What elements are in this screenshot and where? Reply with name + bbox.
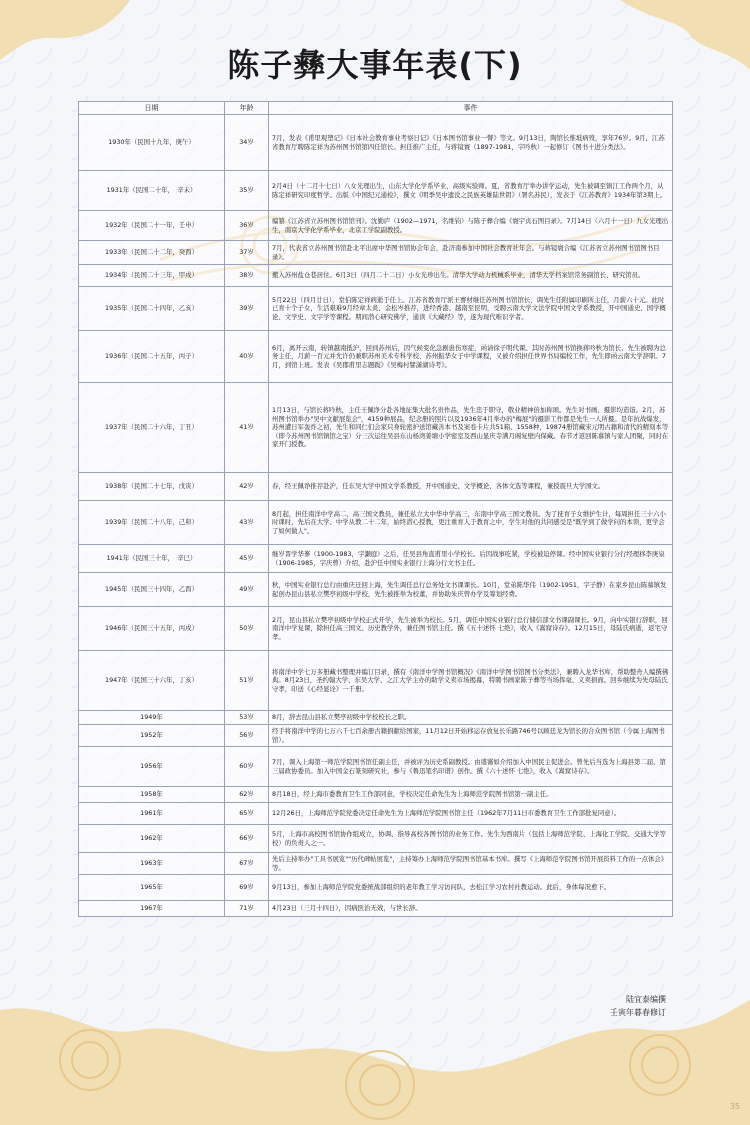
row-date: 1939年（民国二十八年，己卯） bbox=[79, 501, 225, 545]
row-age: 65岁 bbox=[225, 803, 269, 825]
table-row bbox=[79, 171, 673, 211]
row-event: 秋，中国实业银行总行由重庆迁回上海，先生调任总行总务处文书课课长。10月，堂弟陈华伟（1902-1951，字子静）在家乡昆山陈慕镇发起创办昆山县私立樊亭初级中学校，先生被推举为校董，并协助朱庆曾办学及筹划经费。 bbox=[269, 573, 673, 607]
row-age: 45岁 bbox=[225, 545, 269, 573]
page-title: 陈子彝大事年表(下) bbox=[227, 46, 523, 84]
table-row bbox=[79, 803, 673, 825]
row-event: 8月18日，经上海市委教育卫生工作部同意，学校决定任命先生为上海师范学院图书馆第一副主任。 bbox=[269, 787, 673, 803]
row-date: 1930年（民国十九年，庚午） bbox=[79, 115, 225, 171]
row-event: 先后主持举办"工具书展览""历代碑帖展览"，主持筹办上海师范学院图书馆基本书库。撰写《上海师范学院图书馆开展资料工作的一点体会》等。 bbox=[269, 853, 673, 875]
row-date: 1961年 bbox=[79, 803, 225, 825]
row-age: 62岁 bbox=[225, 787, 269, 803]
table-row bbox=[79, 211, 673, 241]
table-row bbox=[79, 545, 673, 573]
row-date: 1931年（民国二十年， 辛未） bbox=[79, 171, 225, 211]
row-age: 69岁 bbox=[225, 875, 269, 901]
table-row bbox=[79, 725, 673, 747]
row-event: 1月13日，与馆长蒋吟秋，主任王佩诤分赴各地征集大批名贵作品，先生忠于职守，敬业精神倍加称颂。先生对书画、摄影均造诣。2月，苏州图书馆举办"吴中文献展览会"，4159种展品，纪念册的照片以及1936年4月举办的"梅展"的摄影工作都是先生一人所摄。是年抗战爆发，苏州遭日军轰炸之初，先生和同仁们会家只身轮密护送馆藏善本书及案卷卡片共51箱、1558种，19874册馆藏宋元明古籍和清代的精刻本等（即今苏州图书馆镇馆之宝）分三次运往吴县东山杨湾姜塘小学密室及西山显庆寺满月阁复壁内保藏。春节才返回陈慕镇与家人团聚，同时在家开门授教。 bbox=[269, 383, 673, 473]
table-row bbox=[79, 853, 673, 875]
row-date: 1949年 bbox=[79, 711, 225, 725]
row-age: 40岁 bbox=[225, 331, 269, 383]
table-row bbox=[79, 265, 673, 287]
table-row bbox=[79, 331, 673, 383]
header-event: 事件 bbox=[269, 102, 673, 115]
table-row bbox=[79, 473, 673, 501]
row-date: 1965年 bbox=[79, 875, 225, 901]
row-date: 1945年（民国三十四年，乙酉） bbox=[79, 573, 225, 607]
row-event: 继岁晋学华嵾（1900-1983，字灏庭）之后，任吴县角直甫里小学校长。后因战事吃紧，学校被迫停课。经中国实业银行分行经理移李庚泉（1906-1985，字庆曾）介绍，赴沪任中国实业银行上海分行文书主任。 bbox=[269, 545, 673, 573]
row-date: 1962年 bbox=[79, 825, 225, 853]
row-date: 1956年 bbox=[79, 747, 225, 787]
row-event: 5月，上海市高校图书馆协作组成立，协调、指导高校各图书馆的业务工作。先生为西南片（包括上海师范学院、上海化工学院、交通大学等校）的负责人之一。 bbox=[269, 825, 673, 853]
row-event: 12月26日，上海师范学院党委决定任命先生为上海师范学院图书馆主任（1962年7月11日市委教育卫生工作部批复同意）。 bbox=[269, 803, 673, 825]
row-event: 2月4日（十二月十七日）八女光理出生，山东大学化学系毕业，高级实验师。夏，省教育厅举办讲学运动，先生被调至镇江工作两个月，从陈定祥研究印度哲学。出版《中国纪元通检》，撰文《明季吴中遗没之民族英雄陆世钥》（署名苏民），发表于《江苏教育》1934年第3期上。 bbox=[269, 171, 673, 211]
row-date: 1937年（民国二十六年，丁丑） bbox=[79, 383, 225, 473]
row-event: 2月，昆山县私立樊亭初级中学校正式开学，先生被举为校长。5月，调任中国实业银行总行储信部文书课副课长。9月，向中实银行辞职，回南洋中学复课，除担任高三国文、历史教学外，兼任图书馆主任。撰《五十述怀 七绝》，收入《嵩窟诗存》。12月15日，母陆氏病逝，返宅守孝。 bbox=[269, 607, 673, 651]
row-event: 春，经王佩诤推荐赴沪，任东吴大学中国文学系教授，开中国通史、文学概论、各体文选等课程，兼授震旦大学国文。 bbox=[269, 473, 673, 501]
row-event: 9月13日，参加上海师范学院党委统战部组织的老年教工学习访问队，去松江学习农村社教运动。此后，身体每况愈下。 bbox=[269, 875, 673, 901]
row-event: 搬入苏州盐仓巷居住。6月3日（四月二十二日）小女光珍出生。清华大学动力机械系毕业，清华大学档案馆常务副馆长、研究馆员。 bbox=[269, 265, 673, 287]
row-event: 将南洋中学七万多册藏书整理并编订目录，撰有《南洋中学图书馆概况》《南洋中学图书馆图书分类法》，兼聘入龙华书库，帮助整舟人编撰佛典。8月23日，圣约翰大学、东吴大学、之江大学主办的助学义卖市场揭幕，特聘书画家陈子彝等当场挥毫、义卖捐面。回乡继续为先母陆氏守孝，印送《心经显诠》一千册。 bbox=[269, 651, 673, 711]
row-date: 1946年（民国三十五年，丙戌） bbox=[79, 607, 225, 651]
row-date: 1967年 bbox=[79, 901, 225, 917]
row-event: 7月，调入上海第一师范学院图书馆任副主任，并被评为历史系副教授。由盛霭如介绍加入中国民主促进会。曾先后当选为上海县第二届、第三届政协委员。加入中国金石篆刻研究社，参与《鲁迅笔名印谱》创作。撰《六十述怀 七绝》，收入《嵩窟诗存》。 bbox=[269, 747, 673, 787]
row-age: 53岁 bbox=[225, 711, 269, 725]
table-row bbox=[79, 501, 673, 545]
row-event: 5月22日（四月廿日），堂伯陈定祥病逝于任上。江苏省教育厅派王謇材继任苏州图书馆馆长，调先生任附属印刷所主任，月薪六十元。此时已育十个子女，生活艰难9月经章太炎、金松岑推荐，进经香港、越南至昆明，受聘云南大学文法学院中国文学系教授，开中国通史、国学概论、文学史、文字学等课程。期间潜心研究佛学，通读《大藏经》等，遂为现代唯识学者。 bbox=[269, 287, 673, 331]
row-date: 1941年（民国三十年， 辛巳） bbox=[79, 545, 225, 573]
row-age: 42岁 bbox=[225, 473, 269, 501]
table-row bbox=[79, 241, 673, 265]
table-row bbox=[79, 651, 673, 711]
table-row bbox=[79, 573, 673, 607]
row-event: 7月，发表《甫里观塑记》《日本社会教育事业考察日记》《日本图书馆事业一瞥》等文。9月13日，陶馆长惟坻病歿，享年76岁。9月，江苏省教育厅聘陈定祥为苏州图书馆第四任馆长。担任推广主任，与蒋镜寰（1897-1981，字吟秋）一起修订《图书十进分类法》。 bbox=[269, 115, 673, 171]
row-age: 39岁 bbox=[225, 287, 269, 331]
row-age: 67岁 bbox=[225, 853, 269, 875]
row-date: 1935年（民国二十四年，乙亥） bbox=[79, 287, 225, 331]
row-age: 66岁 bbox=[225, 825, 269, 853]
row-date: 1938年（民国二十七年，戊寅） bbox=[79, 473, 225, 501]
row-age: 34岁 bbox=[225, 115, 269, 171]
credits bbox=[610, 993, 666, 1019]
row-event: 编纂《江苏省立苏州图书馆馆刊》。沈勤庐（1902—1971，名维钧）与陈子彝合编《寰宇贞石图目录》。7月14日（六月十一日）九女光理出生，南京大学化学系毕业，北京工学院副教授。 bbox=[269, 211, 673, 241]
row-date: 1936年（民国二十五年，丙子） bbox=[79, 331, 225, 383]
table-row bbox=[79, 747, 673, 787]
revision-credit: 壬寅年暮春修订 bbox=[610, 1008, 666, 1017]
row-event: 经手将南洋中学的七万六千七百余册古籍捐献给国家，11月12日开始移运存放复长乐路746号以顾廷龙为馆长的合众图书馆（今属上海图书馆）。 bbox=[269, 725, 673, 747]
row-event: 4月23日（三月十四日），因病医治无效，与世长辞。 bbox=[269, 901, 673, 917]
row-age: 35岁 bbox=[225, 171, 269, 211]
compiler-credit: 陆宜泰编撰 bbox=[626, 995, 666, 1004]
row-date: 1958年 bbox=[79, 787, 225, 803]
page-number: 35 bbox=[729, 1102, 740, 1111]
row-date: 1963年 bbox=[79, 853, 225, 875]
row-age: 36岁 bbox=[225, 211, 269, 241]
row-age: 49岁 bbox=[225, 573, 269, 607]
row-date: 1952年 bbox=[79, 725, 225, 747]
row-age: 71岁 bbox=[225, 901, 269, 917]
row-age: 50岁 bbox=[225, 607, 269, 651]
row-event: 8月，辞去昆山县私立樊亭初级中学校校长之职。 bbox=[269, 711, 673, 725]
table-row bbox=[79, 825, 673, 853]
row-date: 1933年（民国二十二年，癸酉） bbox=[79, 241, 225, 265]
row-age: 51岁 bbox=[225, 651, 269, 711]
row-age: 37岁 bbox=[225, 241, 269, 265]
header-date: 日期 bbox=[79, 102, 225, 115]
table-row bbox=[79, 115, 673, 171]
table-row bbox=[79, 901, 673, 917]
row-date: 1934年（民国二十三年，甲戌） bbox=[79, 265, 225, 287]
table-row bbox=[79, 787, 673, 803]
row-event: 8月起，担任南洋中学高二、高三国文教员，兼任私立大中华中学高三，东南中学高三国文教员。为了抚育子女维护生计，每周担任三十六小时课时，先后在大学、中学从教二十二年，始终潜心授教，更注重育人于教育之中，学生对他的共同感受是"既学到了做学问的本领，更学会了如何做人"。 bbox=[269, 501, 673, 545]
row-age: 43岁 bbox=[225, 501, 269, 545]
table-header-row bbox=[79, 102, 673, 115]
header-age: 年龄 bbox=[225, 102, 269, 115]
row-age: 60岁 bbox=[225, 747, 269, 787]
table-row bbox=[79, 383, 673, 473]
row-age: 56岁 bbox=[225, 725, 269, 747]
row-age: 41岁 bbox=[225, 383, 269, 473]
table-row bbox=[79, 607, 673, 651]
chronology-table bbox=[78, 101, 673, 917]
row-date: 1947年（民国三十六年，丁亥） bbox=[79, 651, 225, 711]
row-age: 38岁 bbox=[225, 265, 269, 287]
table-row bbox=[79, 711, 673, 725]
table-row bbox=[79, 875, 673, 901]
row-event: 6月，离开云南，转镇越南抵沪，回到苏州后，因气候变化急剧患伤寒症，函请徐子明代课。其时苏州图书馆换蒋吟秋为馆长，先生被聘为总务主任，月薪一百元并允许仍兼职苏州美术专科学校、苏州振华女子中学课程，又被介绍担任世界书局编校工作，先生即函云南大学辞职。7月，到馆上班。发表《吴郡甫里志题跋》《吴梅村譬潇湖诗考》。 bbox=[269, 331, 673, 383]
table-row bbox=[79, 287, 673, 331]
row-date: 1932年（民国二十一年，壬申） bbox=[79, 211, 225, 241]
row-event: 7月，代表省立苏州图书馆赴北平出席中华图书馆协会年会，赴济南参加中国社会教育社年会。与蒋镜寰合编《江苏省立苏州图书馆图书目录》。 bbox=[269, 241, 673, 265]
